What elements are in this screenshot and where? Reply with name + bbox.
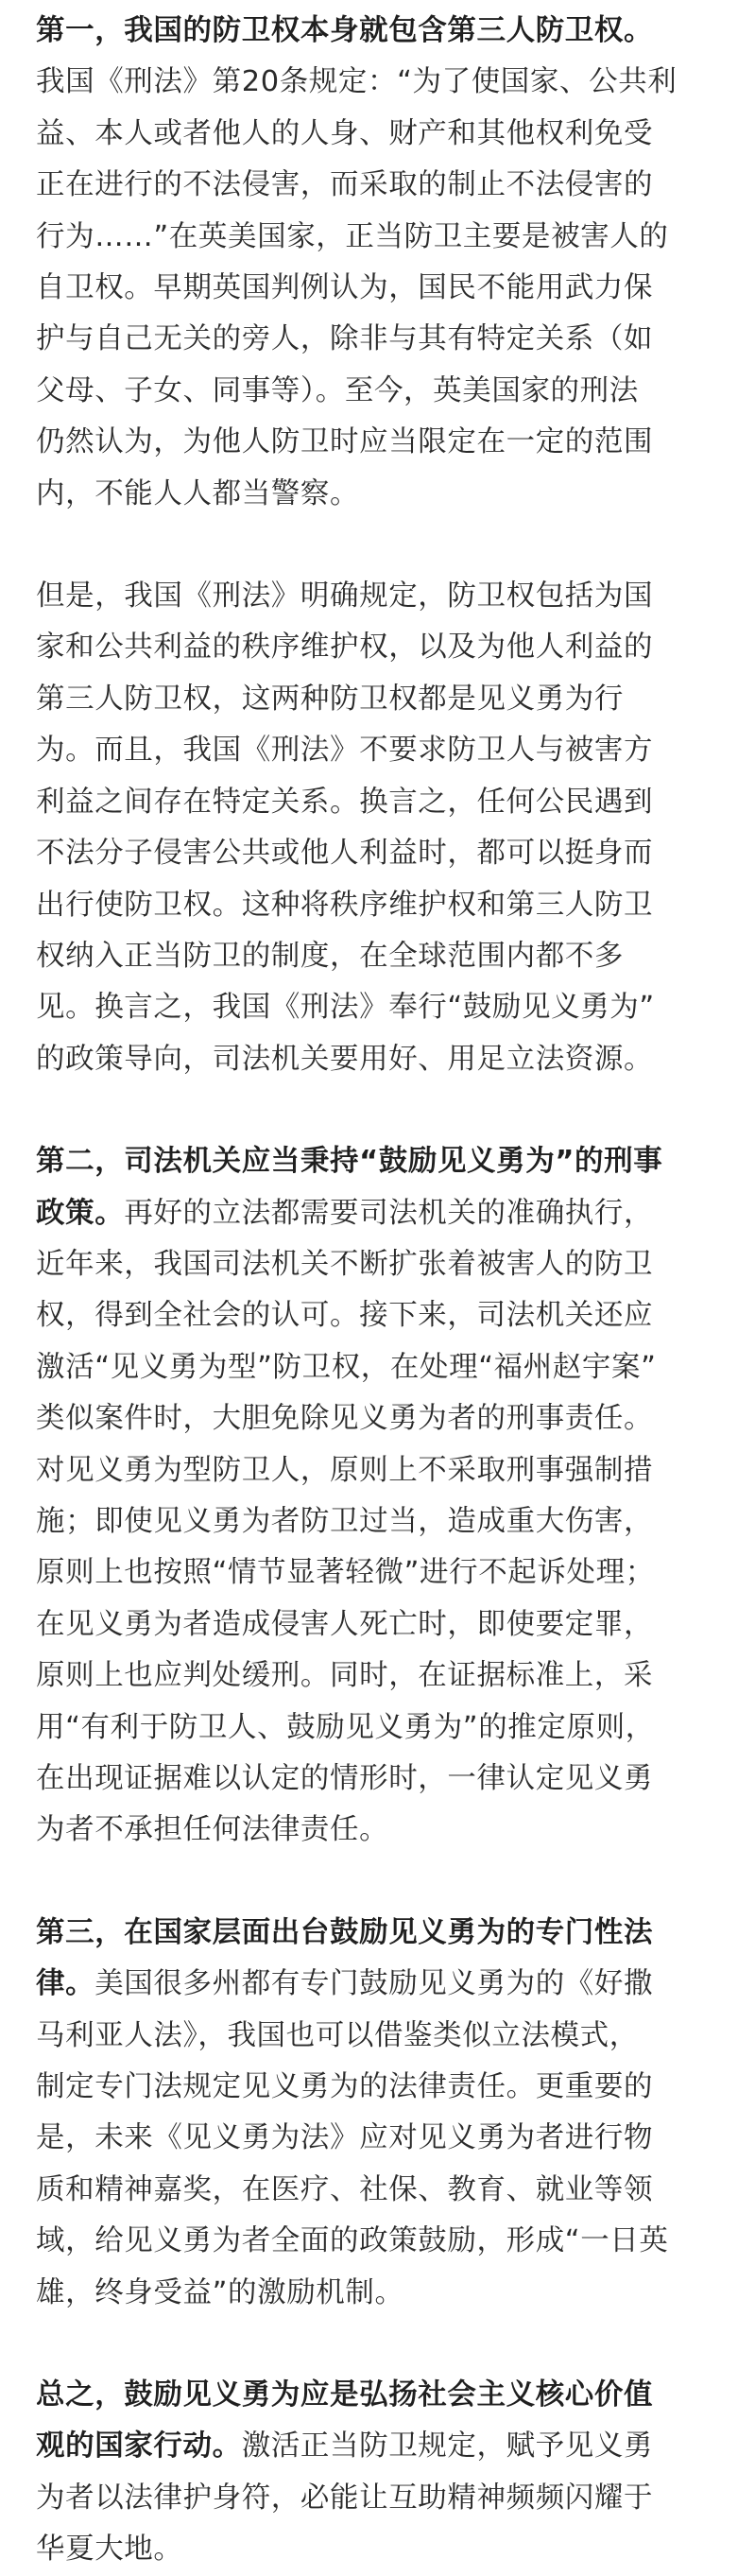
text-line	[36, 1599, 719, 1651]
text-line	[36, 982, 719, 1033]
line-text: 在出现证据难以认定的情形时，一律认定见义勇	[36, 1762, 654, 1795]
text-line	[36, 828, 719, 879]
line-text: 激活正当防卫规定，赋予见义勇	[241, 2429, 654, 2464]
line-text: 华夏大地。	[36, 2533, 183, 2567]
text-line	[36, 1754, 719, 1805]
line-text: 施；即使见义勇为者防卫过当，造成重大伤害，	[36, 1504, 654, 1538]
line-text: 马利亚人法》，我国也可以借鉴类似立法模式，	[36, 2018, 639, 2052]
text-line	[36, 622, 719, 673]
text-line	[36, 2113, 719, 2164]
bold-lead: 第三，在国家层面出台鼓励见义勇为的专门性法	[36, 1915, 654, 1949]
bold-lead: 律。	[36, 1967, 95, 2001]
line-text: 为者不承担任何法律责任。	[36, 1813, 389, 1847]
paragraph-third-point	[36, 1908, 719, 2319]
text-line	[36, 880, 719, 931]
bold-lead: 观的国家行动。	[36, 2429, 242, 2464]
line-text: 原则上也应判处缓刑。同时，在证据标准上，采	[36, 1659, 654, 1693]
text-line	[36, 212, 719, 263]
text-line	[36, 1136, 719, 1187]
text-line	[36, 2011, 719, 2062]
text-line	[36, 1547, 719, 1599]
text-line	[36, 6, 719, 57]
line-text: 质和精神嘉奖，在医疗、社保、教育、就业等领	[36, 2172, 654, 2206]
line-text: 原则上也按照“情节显著轻微”进行不起诉处理；	[36, 1556, 655, 1590]
line-text: 利益之间存在特定关系。换言之，任何公民遇到	[36, 785, 654, 819]
bold-lead: 总之，鼓励见义勇为应是弘扬社会主义核心价值	[36, 2378, 654, 2412]
line-text: 激活“见义勇为型”防卫权，在处理“福州赵宇案”	[36, 1350, 657, 1384]
text-line	[36, 366, 719, 417]
line-text: 制定专门法规定见义勇为的法律责任。更重要的	[36, 2070, 654, 2104]
text-line	[36, 1496, 719, 1547]
line-text: 对见义勇为型防卫人，原则上不采取刑事强制措	[36, 1453, 654, 1487]
text-line	[36, 469, 719, 520]
line-text: 的政策导向，司法机关要用好、用足立法资源。	[36, 1042, 654, 1076]
text-line	[36, 1342, 719, 1393]
text-line	[36, 2524, 719, 2575]
paragraph-second-point	[36, 1136, 719, 1857]
line-text: 雄，终身受益”的激励机制。	[36, 2275, 404, 2309]
line-text: 家和公共利益的秩序维护权，以及为他人利益的	[36, 631, 654, 665]
line-text: 自卫权。早期英国判例认为，国民不能用武力保	[36, 271, 654, 305]
line-text: 权，得到全社会的认可。接下来，司法机关还应	[36, 1299, 654, 1333]
text-line	[36, 1290, 719, 1341]
text-line	[36, 2268, 719, 2319]
text-line	[36, 2165, 719, 2216]
line-text: 但是，我国《刑法》明确规定，防卫权包括为国	[36, 579, 654, 614]
line-text: 类似案件时，大胆免除见义勇为者的刑事责任。	[36, 1402, 654, 1436]
text-line	[36, 57, 719, 108]
line-text: 见。换言之，我国《刑法》奉行“鼓励见义勇为”	[36, 991, 655, 1025]
text-line	[36, 931, 719, 982]
text-line	[36, 1445, 719, 1496]
text-line	[36, 417, 719, 468]
text-line	[36, 2370, 719, 2421]
line-text: 权纳入正当防卫的制度，在全球范围内都不多	[36, 939, 624, 973]
text-line	[36, 2421, 719, 2472]
text-line	[36, 777, 719, 828]
line-text: 是，未来《见义勇为法》应对见义勇为者进行物	[36, 2121, 654, 2155]
paragraph-first-point	[36, 6, 719, 520]
text-line	[36, 2216, 719, 2267]
text-line	[36, 2062, 719, 2113]
line-text: 用“有利于防卫人、鼓励见义勇为”的推定原则，	[36, 1710, 655, 1744]
text-line	[36, 1805, 719, 1856]
line-text: 不法分子侵害公共或他人利益时，都可以挺身而	[36, 837, 654, 871]
line-text: 美国很多州都有专门鼓励见义勇为的《好撒	[94, 1967, 654, 2001]
line-text: 域，给见义勇为者全面的政策鼓励，形成“一日英	[36, 2224, 669, 2258]
text-line	[36, 263, 719, 314]
line-text: 父母、子女、同事等）。至今，英美国家的刑法	[36, 373, 639, 407]
line-text: 护与自己无关的旁人，除非与其有特定关系（如	[36, 322, 654, 356]
text-line	[36, 725, 719, 776]
text-line	[36, 1034, 719, 1085]
bold-lead: 政策。	[36, 1196, 125, 1230]
paragraph-conclusion	[36, 2370, 719, 2576]
text-line	[36, 1908, 719, 1959]
line-text: 第三人防卫权，这两种防卫权都是见义勇为行	[36, 682, 624, 716]
text-line	[36, 571, 719, 622]
text-line	[36, 1393, 719, 1444]
text-line	[36, 109, 719, 160]
text-line	[36, 2473, 719, 2524]
text-line	[36, 1651, 719, 1702]
line-text: 为。而且，我国《刑法》不要求防卫人与被害方	[36, 734, 654, 768]
bold-lead: 第一，我国的防卫权本身就包含第三人防卫权。	[36, 14, 654, 47]
line-text: 近年来，我国司法机关不断扩张着被害人的防卫	[36, 1247, 654, 1281]
text-line	[36, 314, 719, 365]
line-text: 在见义勇为者造成侵害人死亡时，即使要定罪，	[36, 1607, 654, 1641]
line-text: 出行使防卫权。这种将秩序维护权和第三人防卫	[36, 888, 654, 922]
line-text: 我国《刑法》第20条规定：“为了使国家、公共利	[36, 65, 678, 99]
line-text: 再好的立法都需要司法机关的准确执行，	[124, 1196, 654, 1230]
text-line	[36, 1188, 719, 1239]
text-line	[36, 1959, 719, 2010]
line-text: 内，不能人人都当警察。	[36, 476, 360, 510]
line-text: 仍然认为，为他人防卫时应当限定在一定的范围	[36, 425, 654, 459]
text-line	[36, 1239, 719, 1290]
paragraph-however	[36, 571, 719, 1085]
text-line	[36, 1703, 719, 1754]
text-line	[36, 674, 719, 725]
line-text: 正在进行的不法侵害，而采取的制止不法侵害的	[36, 168, 654, 202]
bold-lead: 第二，司法机关应当秉持“鼓励见义勇为”的刑事	[36, 1145, 663, 1179]
text-line	[36, 160, 719, 211]
line-text: 为者以法律护身符，必能让互助精神频频闪耀于	[36, 2481, 654, 2515]
line-text: 益、本人或者他人的人身、财产和其他权利免受	[36, 116, 654, 150]
line-text: 行为……”在英美国家，正当防卫主要是被害人的	[36, 219, 669, 253]
